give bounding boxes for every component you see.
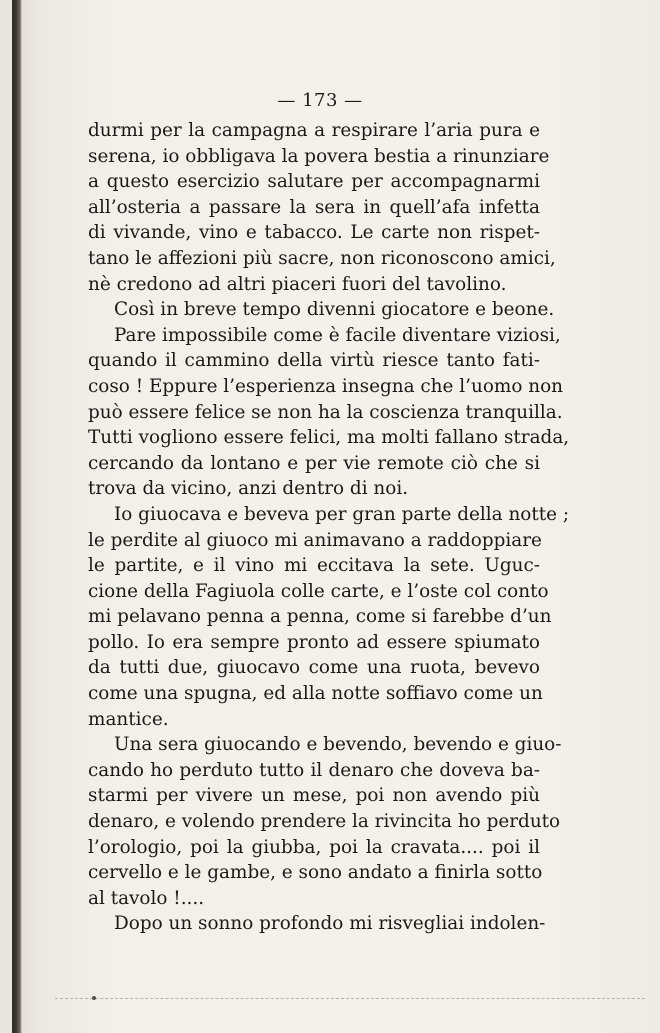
text-line: mi pelavano penna a penna, come si farebbe d’un	[88, 606, 552, 628]
text-line: tano le affezioni più sacre, non riconoscono amici,	[88, 247, 556, 269]
text-line: di vivande, vino e tabacco. Le carte non rispet-	[88, 222, 540, 244]
text-line: può essere felice se non ha la coscienza tranquilla.	[88, 401, 563, 423]
text-line: starmi per vivere un mese, poi non avendo più	[88, 785, 540, 807]
text-line: come una spugna, ed alla notte soffiavo come un	[88, 683, 543, 705]
text-line: coso ! Eppure l’esperienza insegna che l’uomo non	[88, 375, 564, 397]
page-number: — 173 —	[277, 90, 363, 111]
text-line: Dopo un sonno profondo mi risvegliai indolen-	[114, 913, 546, 935]
page-gutter	[0, 0, 12, 1033]
text-line: Così in breve tempo divenni giocatore e beone.	[114, 299, 555, 321]
body-text	[88, 118, 570, 937]
text-line: cervello e le gambe, e sono andato a finirla sotto	[88, 862, 543, 884]
page-bottom-rule	[55, 998, 645, 999]
text-line: a questo esercizio salutare per accompagnarmi	[88, 171, 540, 193]
ink-speck	[92, 996, 96, 1000]
text-line: nè credono ad altri piaceri fuori del tavolino.	[88, 273, 507, 295]
text-line: pollo. Io era sempre pronto ad essere spiumato	[88, 631, 540, 653]
text-line: cando ho perduto tutto il denaro che doveva ba-	[88, 759, 540, 781]
text-line: le partite, e il vino mi eccitava la sete. Uguc-	[88, 555, 540, 577]
text-line: denaro, e volendo prendere la rivincita ho perduto	[88, 811, 561, 833]
text-line: Tutti vogliono essere felici, ma molti fallano strada,	[88, 427, 570, 449]
text-line: da tutti due, giuocavo come una ruota, bevevo	[88, 657, 540, 679]
text-line: all’osteria a passare la sera in quell’afa infetta	[88, 196, 540, 218]
text-line: Io giuocava e beveva per gran parte della notte ;	[114, 503, 570, 525]
text-line: serena, io obbligava la povera bestia a rinunziare	[88, 145, 550, 167]
text-line: trova da vicino, anzi dentro di noi.	[88, 478, 409, 500]
text-line: cercando da lontano e per vie remote ciò che si	[88, 452, 540, 474]
text-line: Pare impossibile come è facile diventare viziosi,	[114, 324, 561, 346]
text-line: mantice.	[88, 708, 169, 730]
text-line: al tavolo !....	[88, 887, 205, 909]
text-line: Una sera giuocando e bevendo, bevendo e giuo-	[114, 734, 562, 756]
text-line: le perdite al giuoco mi animavano a raddoppiare	[88, 529, 542, 551]
text-line: cione della Fagiuola colle carte, e l’oste col conto	[88, 580, 549, 602]
text-line: l’orologio, poi la giubba, poi la cravata.... poi il	[88, 836, 540, 858]
book-spine-edge	[12, 0, 22, 1033]
text-line: durmi per la campagna a respirare l’aria pura e	[88, 120, 540, 141]
text-line: quando il cammino della virtù riesce tanto fati-	[88, 350, 540, 372]
